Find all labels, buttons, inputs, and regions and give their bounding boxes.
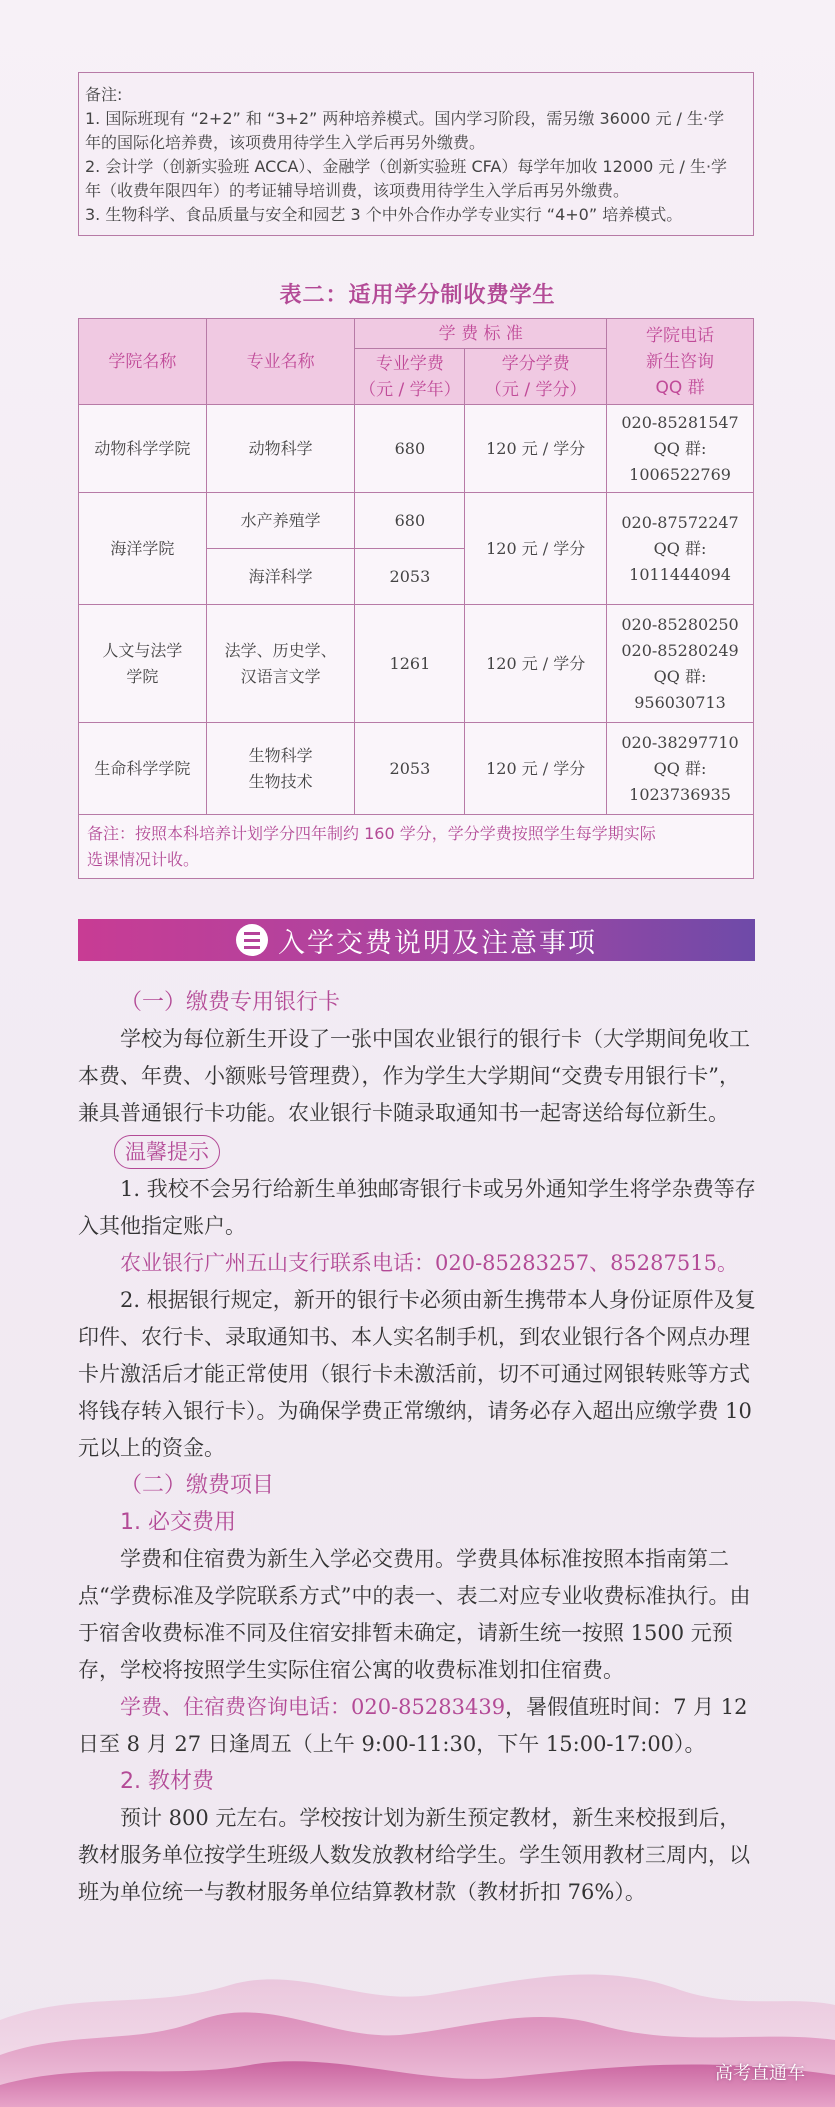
header-fee-standard: 学 费 标 准 [355, 319, 607, 349]
duty-time: ，暑假值班时间：7 月 12 日至 8 月 27 日逢周五（上午 9:00-11:30，下午 15:00-17:00）。 [78, 1695, 748, 1756]
table-note-line: 选课情况计收。 [87, 849, 200, 869]
section-banner [78, 919, 755, 961]
cell-major: 水产养殖学 [206, 493, 355, 549]
header-major-fee [355, 349, 465, 405]
phone: 020-87572247 [621, 512, 739, 532]
paragraph-bank-card: 学校为每位新生开设了一张中国农业银行的银行卡（大学期间免收工本费、年费、小额账号管理费），作为学生大学期间“交费专用银行卡”，兼具普通银行卡功能。农业银行卡随录取通知书一起寄送给每位新生。 [78, 1027, 750, 1125]
cell-major: 动物科学 [206, 405, 355, 493]
cell-contact [607, 723, 754, 815]
header-line: （元 / 学年） [359, 379, 461, 400]
note-line: 1. 国际班现有 “2+2” 和 “3+2” 两种培养模式。国内学习阶段，需另缴 36000 元 / 生·学 [85, 109, 725, 128]
watermark: 高考直通车 [715, 2063, 805, 2084]
header-college: 学院名称 [79, 319, 207, 405]
qq-label: QQ 群: [653, 438, 707, 458]
major-line: 汉语言文学 [240, 666, 321, 686]
table-row [79, 405, 754, 493]
major-line: 法学、历史学、 [224, 640, 337, 660]
top-note-box [78, 72, 754, 236]
table-row [79, 605, 754, 723]
cell-college: 生命科学学院 [79, 723, 207, 815]
table-note-line: 备注：按照本科培养计划学分四年制约 160 学分，学分学费按照学生每学期实际 [87, 823, 656, 843]
phone: 020-38297710 [621, 732, 739, 752]
cell-major [206, 723, 355, 815]
qq-number: 1006522769 [629, 464, 731, 484]
section-banner-title: 入学交费说明及注意事项 [278, 927, 597, 959]
phone: 020-85281547 [621, 412, 739, 432]
cell-credit: 120 元 / 学分 [465, 493, 607, 605]
table-title: 表二：适用学分制收费学生 [279, 283, 556, 308]
phone: 020-85280250 [621, 614, 739, 634]
fee-phone: 学费、住宿费咨询电话：020-85283439 [120, 1695, 506, 1719]
qq-label: QQ 群: [653, 666, 707, 686]
section-body [78, 984, 758, 1911]
college-line: 学院 [126, 666, 159, 686]
cell-fee: 680 [355, 405, 465, 493]
qq-number: 1023736935 [629, 784, 731, 804]
cell-fee: 2053 [355, 723, 465, 815]
major-line: 生物技术 [248, 771, 313, 791]
cell-contact [607, 493, 754, 605]
note-line: 3. 生物科学、食品质量与安全和园艺 3 个中外合作办学专业实行 “4+0” 培养模式。 [85, 205, 683, 224]
cell-major: 海洋科学 [206, 549, 355, 605]
note-line: 2. 会计学（创新实验班 ACCA）、金融学（创新实验班 CFA）每学年加收 12000 元 / 生·学 [85, 157, 728, 176]
cell-contact [607, 405, 754, 493]
header-credit-fee [465, 349, 607, 405]
item-textbook-fee: 2. 教材费 [120, 1769, 214, 1794]
cell-credit: 120 元 / 学分 [465, 405, 607, 493]
note-heading: 备注: [85, 85, 123, 104]
cell-college: 海洋学院 [79, 493, 207, 605]
header-contact-line: QQ 群 [655, 377, 705, 398]
fee-phone-paragraph [78, 1689, 758, 1763]
header-major: 专业名称 [206, 319, 355, 405]
table-row [79, 723, 754, 815]
tip-badge: 温馨提示 [114, 1135, 220, 1169]
paragraph-required-fees: 学费和住宿费为新生入学必交费用。学费具体标准按照本指南第二点“学费标准及学院联系方式”中的表一、表二对应专业收费标准执行。由于宿舍收费标准不同及住宿安排暂未确定，请新生统一按照 1500 元预存，学校将按照学生实际住宿公寓的收费标准划扣住宿费。 [78, 1547, 751, 1682]
qq-number: 956030713 [634, 692, 726, 712]
cell-credit: 120 元 / 学分 [465, 605, 607, 723]
phone: 020-85280249 [621, 640, 739, 660]
header-contact-line: 学院电话 [646, 325, 715, 346]
subheading-fee-items: （二）缴费项目 [120, 1473, 275, 1498]
paragraph-textbook-fee: 预计 800 元左右。学校按计划为新生预定教材，新生来校报到后，教材服务单位按学生班级人数发放教材给学生。学生领用教材三周内，以班为单位统一与教材服务单位结算教材款（教材折扣 76%）。 [78, 1806, 750, 1904]
note-line: 年（收费年限四年）的考证辅导培训费，该项费用待学生入学后再另外缴费。 [85, 181, 630, 200]
cell-fee: 1261 [355, 605, 465, 723]
header-line: 专业学费 [375, 353, 444, 374]
cell-credit: 120 元 / 学分 [465, 723, 607, 815]
qq-number: 1011444094 [629, 564, 731, 584]
qq-label: QQ 群: [653, 758, 707, 778]
cell-contact [607, 605, 754, 723]
table-note [79, 815, 754, 879]
tip-row [78, 1134, 758, 1171]
bank-phone: 农业银行广州五山支行联系电话：020-85283257、85287515。 [120, 1251, 738, 1275]
cell-fee: 2053 [355, 549, 465, 605]
tip-item-1: 1. 我校不会另行给新生单独邮寄银行卡或另外通知学生将学杂费等存入其他指定账户。 [78, 1177, 756, 1238]
cell-major [206, 605, 355, 723]
major-line: 生物科学 [248, 745, 313, 765]
section-three-icon [236, 924, 268, 956]
item-required-fees: 1. 必交费用 [120, 1510, 236, 1535]
header-line: （元 / 学分） [484, 379, 587, 400]
header-line: 学分学费 [501, 353, 570, 374]
table-row [79, 493, 754, 549]
note-line: 年的国际化培养费，该项费用待学生入学后再另外缴费。 [85, 133, 486, 152]
header-contact [607, 319, 754, 405]
college-line: 人文与法学 [102, 640, 183, 660]
qq-label: QQ 群: [653, 538, 707, 558]
mountain-decoration [0, 1950, 835, 2107]
cell-college [79, 605, 207, 723]
table-note-row [79, 815, 754, 879]
fee-table [78, 318, 754, 879]
tip-item-2: 2. 根据银行规定，新开的银行卡必须由新生携带本人身份证原件及复印件、农行卡、录取通知书、本人实名制手机，到农业银行各个网点办理卡片激活后才能正常使用（银行卡未激活前，切不可通过网银转账等方式将钱存转入银行卡）。为确保学费正常缴纳，请务必存入超出应缴学费 10 元以上的资金。 [78, 1288, 756, 1460]
cell-fee: 680 [355, 493, 465, 549]
cell-college: 动物科学学院 [79, 405, 207, 493]
header-contact-line: 新生咨询 [646, 351, 715, 372]
subheading-bank-card: （一）缴费专用银行卡 [120, 990, 341, 1015]
